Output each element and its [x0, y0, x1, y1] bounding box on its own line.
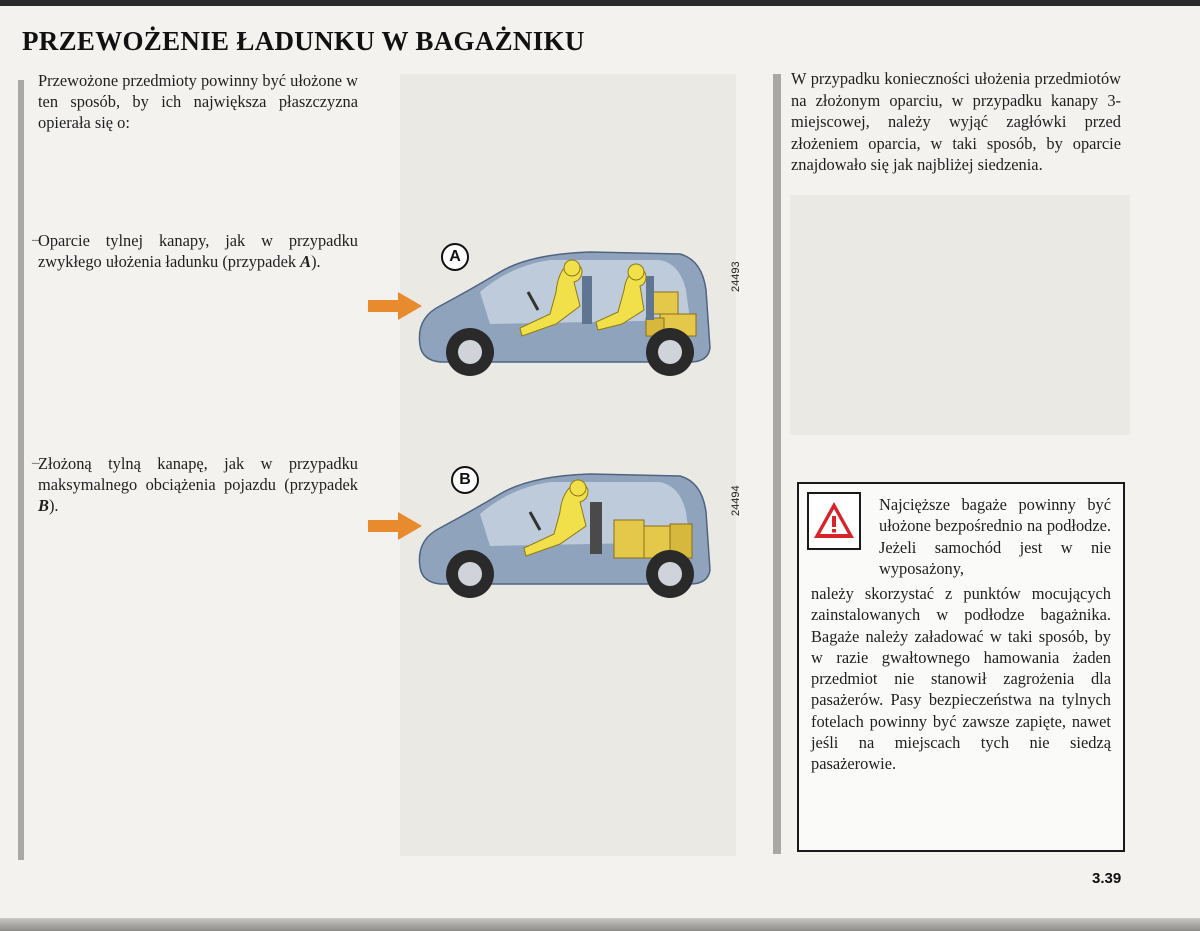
figure-a-label: A: [441, 243, 469, 271]
figure-a-number: 24493: [730, 261, 742, 292]
case-b-text: [38, 453, 358, 516]
left-column-bar: [18, 80, 24, 860]
case-a-bullet: –: [32, 232, 40, 248]
bleed-through-image: [790, 195, 1130, 435]
luggage-b1: [614, 520, 644, 558]
car-illustration-a: [360, 240, 750, 390]
warning-text-top: Najcięższe bagaże powinny być ułożone bezpośrednio na podłodze. Jeżeli samochód jest w nie wyposażony,: [879, 495, 1111, 578]
case-a-text-main: Oparcie tylnej kanapy, jak w przypadku zwykłego ułożenia ładunku (przypadek: [38, 231, 358, 271]
load-arrow-a: [368, 292, 422, 320]
driver-head-b: [570, 480, 586, 496]
figure-b-number: 24494: [730, 485, 742, 516]
case-b-letter: B: [38, 496, 49, 515]
warning-triangle-icon: [809, 494, 859, 548]
seat-front-a: [582, 276, 592, 324]
case-a-text: [38, 230, 358, 272]
page-number: 3.39: [1092, 870, 1122, 887]
load-arrow-b: [368, 512, 422, 540]
seat-front-b: [590, 502, 602, 554]
right-paragraph: W przypadku konieczności ułożenia przedmiotów na złożonym oparciu, w przypadku kanapy 3-miejscowej, należy wyjąć zagłówki przed złożeniem oparcia, w taki sposób, by oparcie znajdowało się jak najbliżej siedzenia.: [791, 69, 1121, 174]
rear-hub-a: [658, 340, 682, 364]
right-column-bar: [773, 74, 781, 854]
intro-paragraph: Przewożone przedmioty powinny być ułożone w ten sposób, by ich największa płaszczyzna opierała się o:: [38, 71, 358, 132]
seat-rear-a: [646, 276, 654, 320]
case-a-letter: A: [300, 252, 312, 271]
luggage-a1: [652, 292, 678, 314]
car-illustration-b: [360, 462, 750, 612]
figure-a: [360, 240, 750, 390]
case-b-text-end: ).: [48, 496, 59, 515]
rear-hub-b: [658, 562, 682, 586]
front-hub-a: [458, 340, 482, 364]
figure-b: [360, 462, 750, 612]
rear-passenger-head-a: [628, 264, 644, 280]
case-b-bullet: –: [32, 455, 40, 471]
front-hub-b: [458, 562, 482, 586]
warning-box: [797, 482, 1125, 852]
case-a-text-end: ).: [311, 252, 321, 271]
driver-head-a: [564, 260, 580, 276]
figure-b-label: B: [451, 466, 479, 494]
scan-top-shadow: [0, 0, 1200, 6]
case-b-text-main: Złożoną tylną kanapę, jak w przypadku maksymalnego obciążenia pojazdu (przypadek: [38, 454, 358, 494]
scan-bottom-shadow: [0, 918, 1200, 931]
warning-icon: [807, 492, 861, 550]
warning-text-rest: należy skorzystać z punktów mocujących zainstalowanych w podłodze bagażnika. Bagaże należy załadować w taki sposób, by w razie gwałtownego hamowania żaden przedmiot nie stanowił zagrożenia dla pasażerów. Pasy bezpieczeństwa na tylnych fotelach powinny być zawsze zapięte, nawet jeśli na miejscach tych nie siedzą pasażerowie.: [811, 584, 1111, 774]
page-title: PRZEWOŻENIE ŁADUNKU W BAGAŻNIKU: [22, 26, 585, 56]
